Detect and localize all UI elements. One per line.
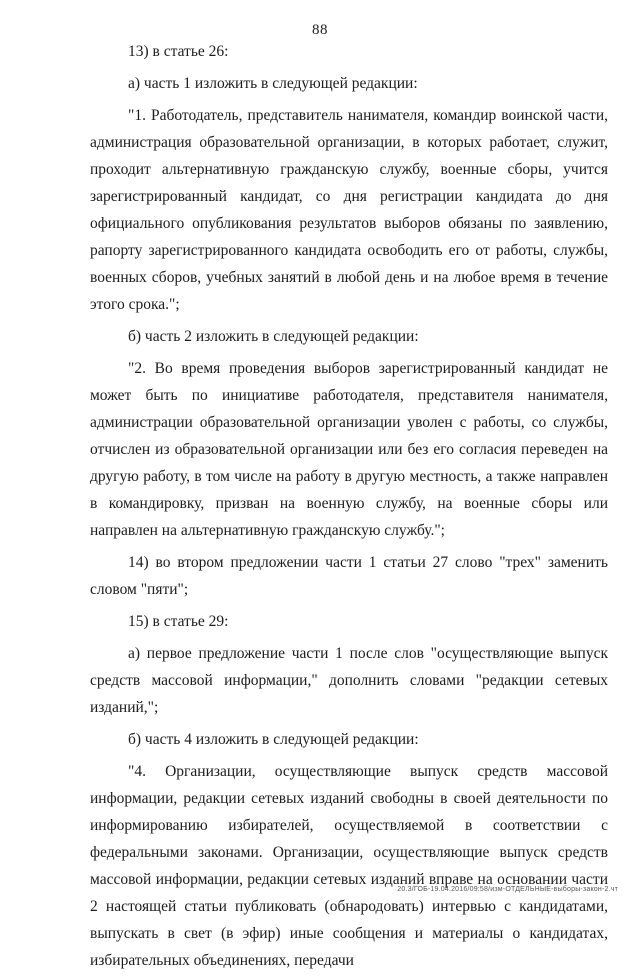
paragraph-subitem-a-2: а) первое предложение части 1 после слов "осуществляющие выпуск средств массовой информации," дополнить словами "редакции сетевых изданий,"; <box>90 645 608 716</box>
paragraph-item-15: 15) в статье 29: <box>128 613 229 630</box>
paragraph-subitem-b: б) часть 2 изложить в следующей редакции: <box>128 328 419 345</box>
paragraph-item-13: 13) в статье 26: <box>128 43 229 60</box>
document-body <box>90 38 608 979</box>
footer-file-reference: 20.3/ГОБ-19.04.2016/09:58/изм-ОТДЕЛЬНЫЕ-выборы-закон-2.чт <box>397 886 618 893</box>
paragraph-item-14: 14) во втором предложении части 1 статьи 27 слово "трех" заменить словом "пяти"; <box>90 554 608 598</box>
paragraph-quote-part-4: "4. Организации, осуществляющие выпуск средств массовой информации, редакции сетевых изданий свободны в своей деятельности по информированию избирателей, осуществляемой в соответствии с федеральными законами. Организации, осуществляющие выпуск средств массовой информации, редакции сетевых изданий вправе на основании части 2 настоящей статьи публиковать (обнародовать) интервью с кандидатами, выпускать в свет (в эфир) иные сообщения и материалы о кандидатах, избирательных объединениях, передачи <box>90 763 608 969</box>
paragraph-subitem-b-2: б) часть 4 изложить в следующей редакции: <box>128 731 419 748</box>
paragraph-subitem-a: а) часть 1 изложить в следующей редакции: <box>128 75 418 92</box>
paragraph-quote-part-2: "2. Во время проведения выборов зарегистрированный кандидат не может быть по инициативе работодателя, представителя нанимателя, администрации образовательной организации уволен с работы, со службы, отчислен из образовательной организации или без его согласия переведен на другую работу, в том числе на работу в другую местность, а также направлен в командировку, призван на военную службу, на военные сборы или направлен на альтернативную гражданскую службу."; <box>90 360 608 539</box>
paragraph-quote-part-1: "1. Работодатель, представитель нанимателя, командир воинской части, администрация образовательной организации, в которых работает, служит, проходит альтернативную гражданскую службу, военные сборы, учится зарегистрированный кандидат, со дня регистрации кандидата до дня официального опубликования результатов выборов обязаны по заявлению, рапорту зарегистрированного кандидата освободить его от работы, службы, военных сборов, учебных занятий в любой день и на любое время в течение этого срока."; <box>90 107 608 313</box>
page-number: 88 <box>312 22 328 38</box>
